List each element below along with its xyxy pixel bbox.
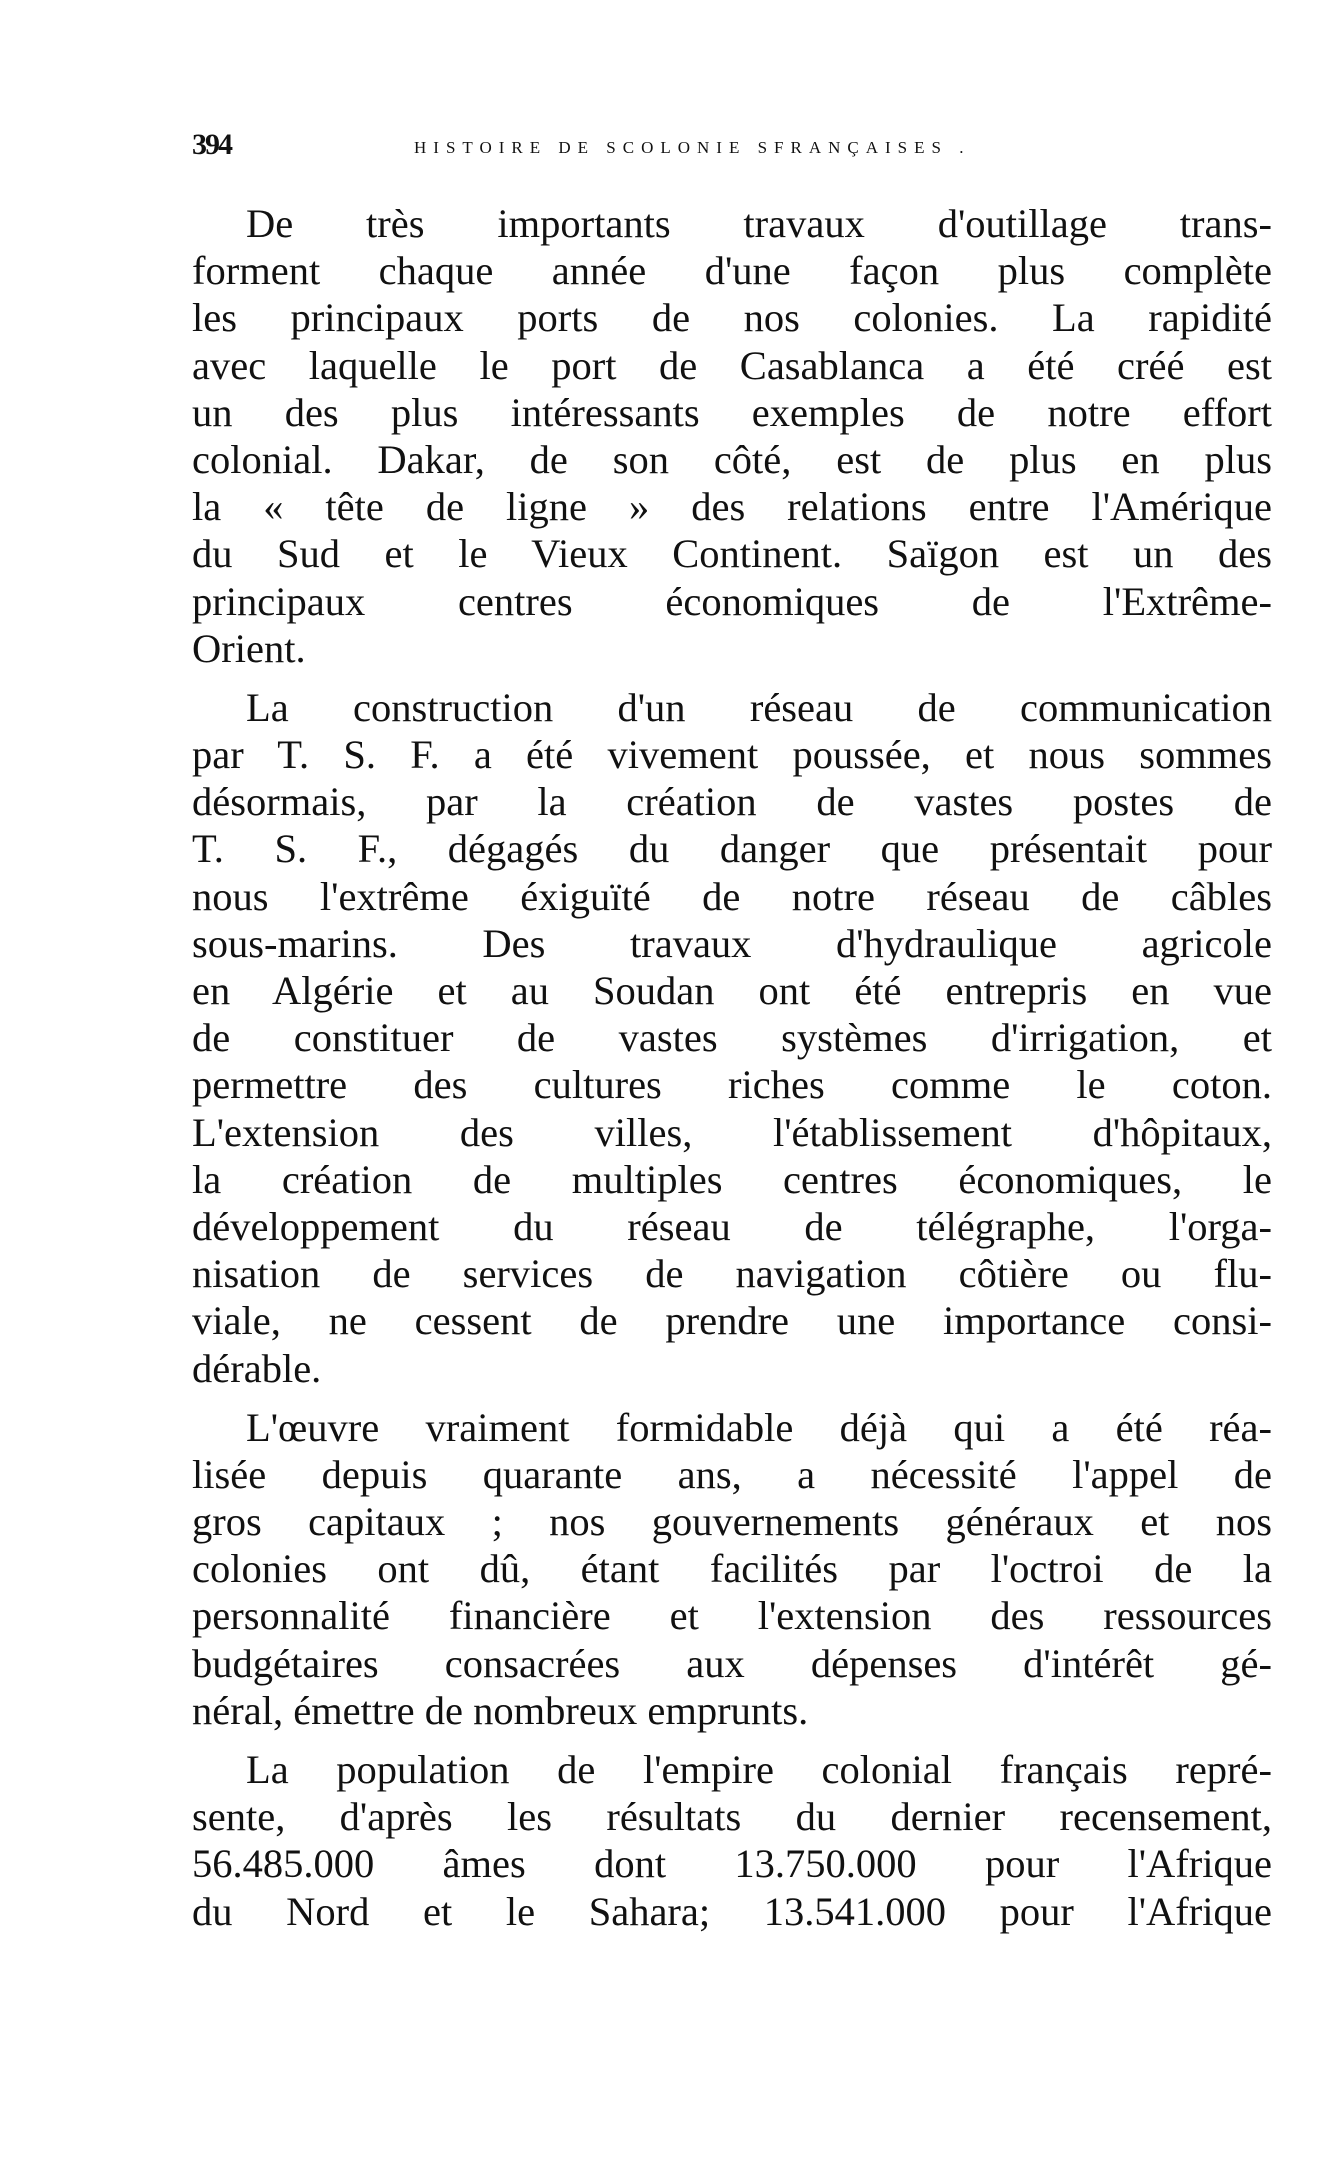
text-line: lisée depuis quarante ans, a nécessité l'appel de: [192, 1451, 1272, 1497]
text-line: par T. S. F. a été vivement poussée, et nous sommes: [192, 732, 1272, 778]
text-line: du Nord et le Sahara; 13.541.000 pour l'Afrique: [192, 1888, 1272, 1934]
text-line: sous-marins. Des travaux d'hydraulique agricole: [192, 920, 1272, 966]
text-line: budgétaires consacrées aux dépenses d'intérêt gé-: [192, 1640, 1272, 1686]
text-line: nisation de services de navigation côtière ou flu-: [192, 1251, 1272, 1297]
text-line: la « tête de ligne » des relations entre l'Amérique: [192, 484, 1272, 530]
paragraph: [192, 1746, 1272, 1935]
text-line: néral, émettre de nombreux emprunts.: [192, 1687, 809, 1733]
text-line: de constituer de vastes systèmes d'irrigation, et: [192, 1015, 1272, 1061]
text-line: en Algérie et au Soudan ont été entrepris en vue: [192, 968, 1272, 1013]
text-line: dérable.: [192, 1345, 322, 1391]
body-text: [192, 200, 1272, 1947]
text-line: personnalité financière et l'extension des ressources: [192, 1593, 1272, 1639]
text-line: T. S. F., dégagés du danger que présentait pour: [192, 826, 1272, 872]
text-line: De très importants travaux d'outillage trans-: [246, 201, 1272, 246]
text-line: L'extension des villes, l'établissement d'hôpitaux,: [192, 1109, 1272, 1155]
text-line: viale, ne cessent de prendre une importance consi-: [192, 1298, 1272, 1344]
paragraph: [192, 200, 1272, 672]
paragraph: [192, 684, 1272, 1392]
text-line: principaux centres économiques de l'Extrême-: [192, 578, 1272, 624]
text-line: La population de l'empire colonial français repré-: [246, 1747, 1272, 1792]
text-line: colonial. Dakar, de son côté, est de plus en plus: [192, 436, 1272, 482]
text-line: colonies ont dû, étant facilités par l'octroi de la: [192, 1546, 1272, 1592]
text-line: sente, d'après les résultats du dernier recensement,: [192, 1794, 1272, 1840]
running-title: HISTOIRE DE SCOLONIE SFRANÇAISES .: [414, 138, 971, 157]
text-line: un des plus intéressants exemples de notre effort: [192, 389, 1272, 435]
page-header: [192, 128, 1272, 164]
text-line: désormais, par la création de vastes postes de: [192, 779, 1272, 825]
text-line: 56.485.000 âmes dont 13.750.000 pour l'Afrique: [192, 1841, 1272, 1887]
text-line: développement du réseau de télégraphe, l'orga-: [192, 1203, 1272, 1249]
page-number: 394: [192, 128, 231, 161]
text-line: Orient.: [192, 625, 306, 671]
text-line: L'œuvre vraiment formidable déjà qui a été réa-: [246, 1404, 1272, 1450]
text-line: La construction d'un réseau de communication: [246, 684, 1272, 730]
text-line: nous l'extrême éxiguïté de notre réseau de câbles: [192, 873, 1272, 919]
text-line: gros capitaux ; nos gouvernements généraux et nos: [192, 1499, 1272, 1545]
text-line: forment chaque année d'une façon plus complète: [192, 248, 1272, 294]
text-line: du Sud et le Vieux Continent. Saïgon est un des: [192, 531, 1272, 577]
text-line: avec laquelle le port de Casablanca a été créé est: [192, 342, 1272, 388]
text-line: les principaux ports de nos colonies. La rapidité: [192, 295, 1272, 341]
text-line: la création de multiples centres économiques, le: [192, 1156, 1272, 1202]
text-line: permettre des cultures riches comme le coton.: [192, 1062, 1272, 1108]
paragraph: [192, 1404, 1272, 1734]
